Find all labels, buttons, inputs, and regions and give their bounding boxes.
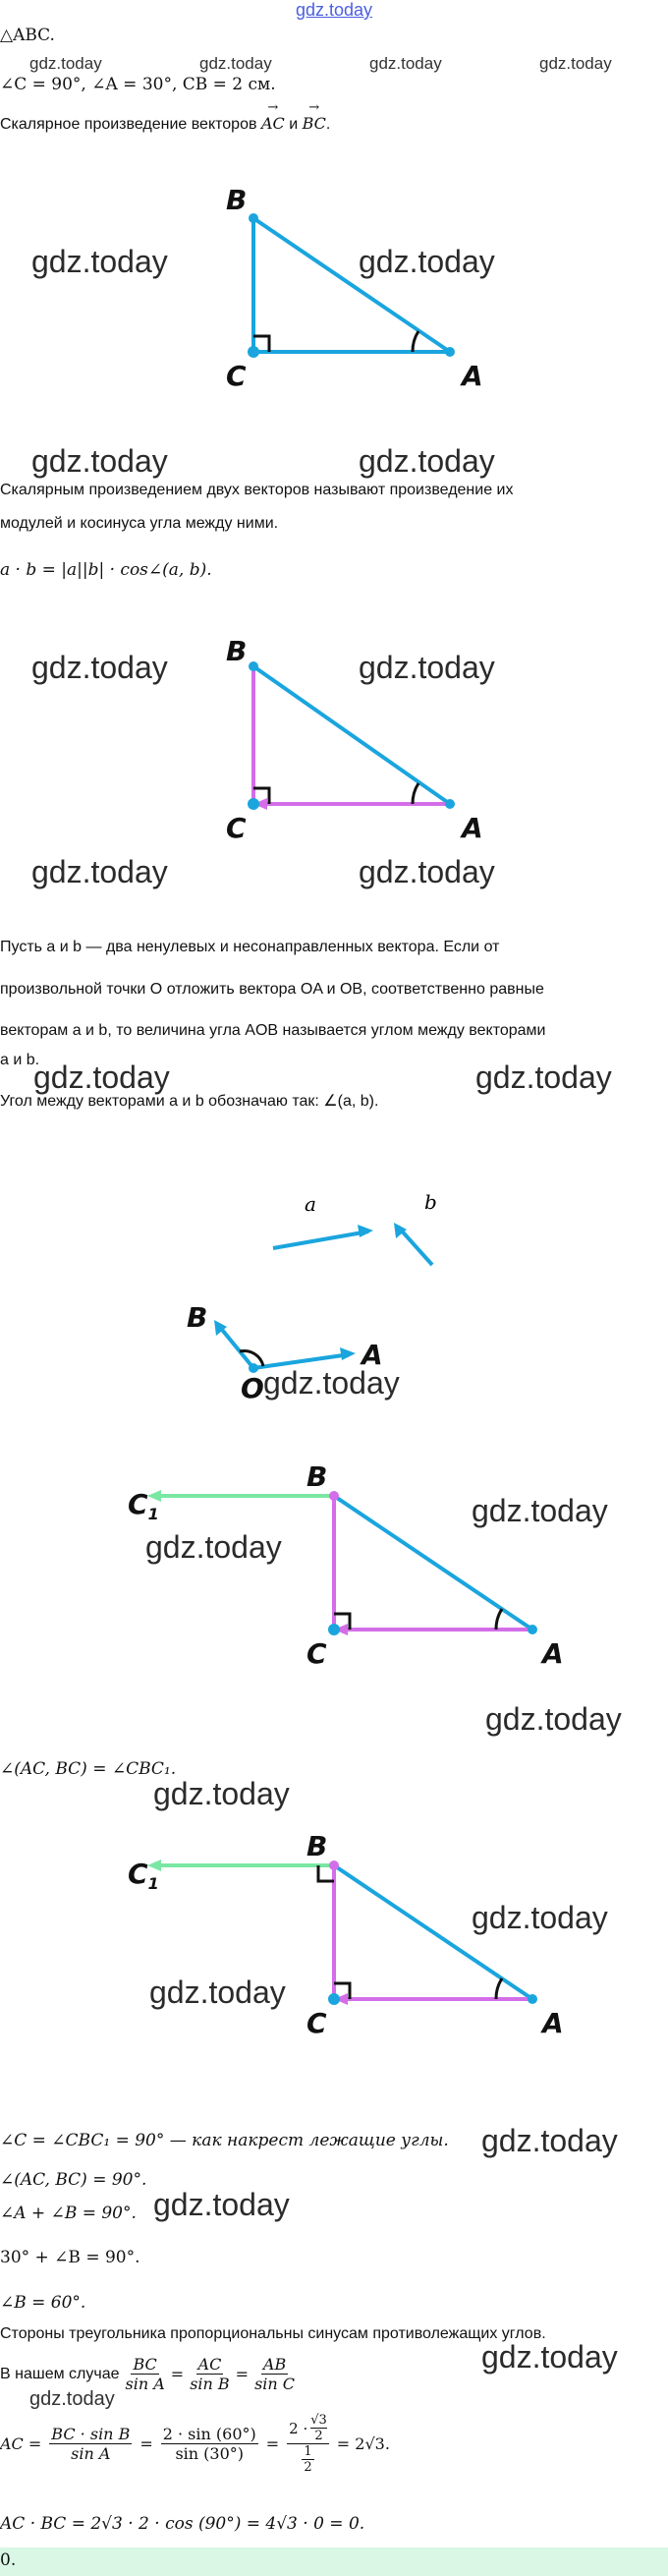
angle-arc-A <box>413 783 418 804</box>
point-A <box>445 347 455 357</box>
segment-BA <box>253 666 450 804</box>
watermark: gdz.today <box>263 1365 400 1401</box>
solution-step-angle-sum: ∠A + ∠B = 90°. <box>0 2204 137 2223</box>
label-A: A <box>542 2007 564 2039</box>
label-A: A <box>362 1339 383 1371</box>
site-logo[interactable]: gdz.today <box>295 0 373 20</box>
point-C <box>328 1993 340 2005</box>
watermark: gdz.today <box>31 650 168 685</box>
angle-arc-A <box>413 331 418 352</box>
watermark: gdz.today <box>29 54 102 73</box>
watermark: gdz.today <box>359 650 495 685</box>
triangle-diagram-4 <box>0 1828 668 2084</box>
segment-BA <box>253 218 450 352</box>
label-C1: $C_1$ <box>128 1488 159 1523</box>
label-B: B <box>226 635 248 667</box>
watermark: gdz.today <box>472 1900 608 1935</box>
angle-def-line-1: Пусть a и b — два ненулевых и несонаправленных вектора. Если от <box>0 939 500 955</box>
solution-step-angle-value: ∠(AC, BC) = 90°. <box>0 2170 147 2190</box>
watermark: gdz.today <box>485 1701 622 1737</box>
watermark: gdz.today <box>359 244 495 279</box>
answer-value: 0. <box>0 2550 17 2570</box>
point-B <box>329 1491 339 1501</box>
triangle-diagram-1 <box>0 167 668 479</box>
point-C <box>248 346 259 358</box>
answer-bar <box>0 2547 668 2576</box>
point-C <box>248 798 259 810</box>
label-B: B <box>306 1460 328 1493</box>
label-C1: $C_1$ <box>128 1858 159 1893</box>
solution-step-sine-law: Стороны треугольника пропорциональны синусам противолежащих углов. <box>0 2325 546 2342</box>
watermark: gdz.today <box>153 2187 290 2222</box>
dot-product-formula: a · b = |a||b| · cos∠(a, b). <box>0 560 212 580</box>
solution-step-substitute: 30° + ∠B = 90°. <box>0 2248 140 2267</box>
arrowhead-a <box>358 1225 373 1237</box>
watermark: gdz.today <box>369 54 442 73</box>
solution-step-alternate-angles: ∠C = ∠CBC₁ = 90° — как накрест лежащие углы. <box>0 2131 449 2150</box>
label-A: A <box>462 812 483 844</box>
watermark: gdz.today <box>481 2123 618 2158</box>
solution-step-angle-B: ∠B = 60°. <box>0 2293 86 2313</box>
point-B <box>249 213 258 223</box>
label-C: C <box>306 2007 327 2039</box>
label-A: A <box>462 360 483 392</box>
label-b: b <box>424 1190 437 1214</box>
solution-angle-equality: ∠(AC, BC) = ∠CBC₁. <box>0 1759 177 1779</box>
point-A <box>445 799 455 809</box>
angle-between-vectors-diagram <box>0 1140 668 1404</box>
label-a: a <box>305 1192 316 1216</box>
label-A: A <box>542 1637 564 1670</box>
watermark: gdz.today <box>31 443 168 479</box>
watermark: gdz.today <box>153 1776 290 1811</box>
given-triangle: △ABC. <box>0 26 55 45</box>
watermark: gdz.today <box>359 854 495 889</box>
given-values: ∠C = 90°, ∠A = 30°, CB = 2 см. <box>0 75 276 94</box>
label-C: C <box>306 1637 327 1670</box>
point-B <box>329 1860 339 1870</box>
watermark: gdz.today <box>472 1493 608 1528</box>
label-C: C <box>226 360 247 392</box>
watermark: gdz.today <box>31 244 168 279</box>
vector-a <box>273 1231 368 1248</box>
label-B: B <box>226 184 248 216</box>
point-C <box>328 1624 340 1635</box>
watermark: gdz.today <box>149 1975 286 2010</box>
arrowhead-BC1 <box>147 1490 161 1502</box>
angle-def-line-3: векторам a и b, то величина угла AOB называется углом между векторами <box>0 1022 546 1039</box>
angle-arc-A <box>496 1609 502 1630</box>
point-B <box>249 661 258 671</box>
watermark: gdz.today <box>481 2339 618 2375</box>
angle-arc-A <box>496 1978 502 1999</box>
angle-def-line-2: произвольной точки O отложить вектора OA и OB, соответственно равные <box>0 981 544 998</box>
arrowhead-OA <box>340 1347 356 1360</box>
watermark: gdz.today <box>359 443 495 479</box>
angle-def-line-4: a и b. <box>0 1052 40 1068</box>
watermark: gdz.today <box>199 54 272 73</box>
point-A <box>528 1625 537 1634</box>
watermark: gdz.today <box>29 2388 115 2410</box>
solution-step-AC: AC = $\frac{\text{BC · sin B}}{\text{sin A}}$ = $\frac{2 \cdot \sin (60^\circ)}{\sin (30^\circ)}$ = 2 · √3 2 1 2 = 2√3. <box>0 2413 390 2475</box>
point-A <box>528 1994 537 2004</box>
label-B: B <box>306 1830 328 1862</box>
solution-step-ratios: В нашем случае $\frac{BC}{\text{sin A}}$ = $\frac{AC}{\text{sin B}}$ = $\frac{AB}{\text{sin C}}$ <box>0 2355 296 2393</box>
label-O: O <box>241 1372 264 1404</box>
triangle-diagram-2 <box>0 629 668 924</box>
task-statement: Скалярное произведение векторов → AC и → BC. <box>0 114 330 134</box>
watermark: gdz.today <box>33 1059 170 1095</box>
watermark: gdz.today <box>145 1529 282 1565</box>
arrowhead-BC1 <box>147 1860 161 1871</box>
definition-line-1: Скалярным произведением двух векторов называют произведение их <box>0 482 514 498</box>
watermark: gdz.today <box>539 54 612 73</box>
watermark: gdz.today <box>475 1059 612 1095</box>
label-C: C <box>226 812 247 844</box>
triangle-diagram-3 <box>0 1445 668 1749</box>
solution-step-dot-product: AC · BC = 2√3 · 2 · cos (90°) = 4√3 · 0 = 0. <box>0 2514 365 2534</box>
watermark: gdz.today <box>31 854 168 889</box>
vector-OB <box>218 1325 253 1368</box>
label-B: B <box>187 1301 208 1334</box>
definition-line-2: модулей и косинуса угла между ними. <box>0 515 279 532</box>
angle-notation: Угол между векторами a и b обозначаю так: ∠(a, b). <box>0 1093 379 1110</box>
